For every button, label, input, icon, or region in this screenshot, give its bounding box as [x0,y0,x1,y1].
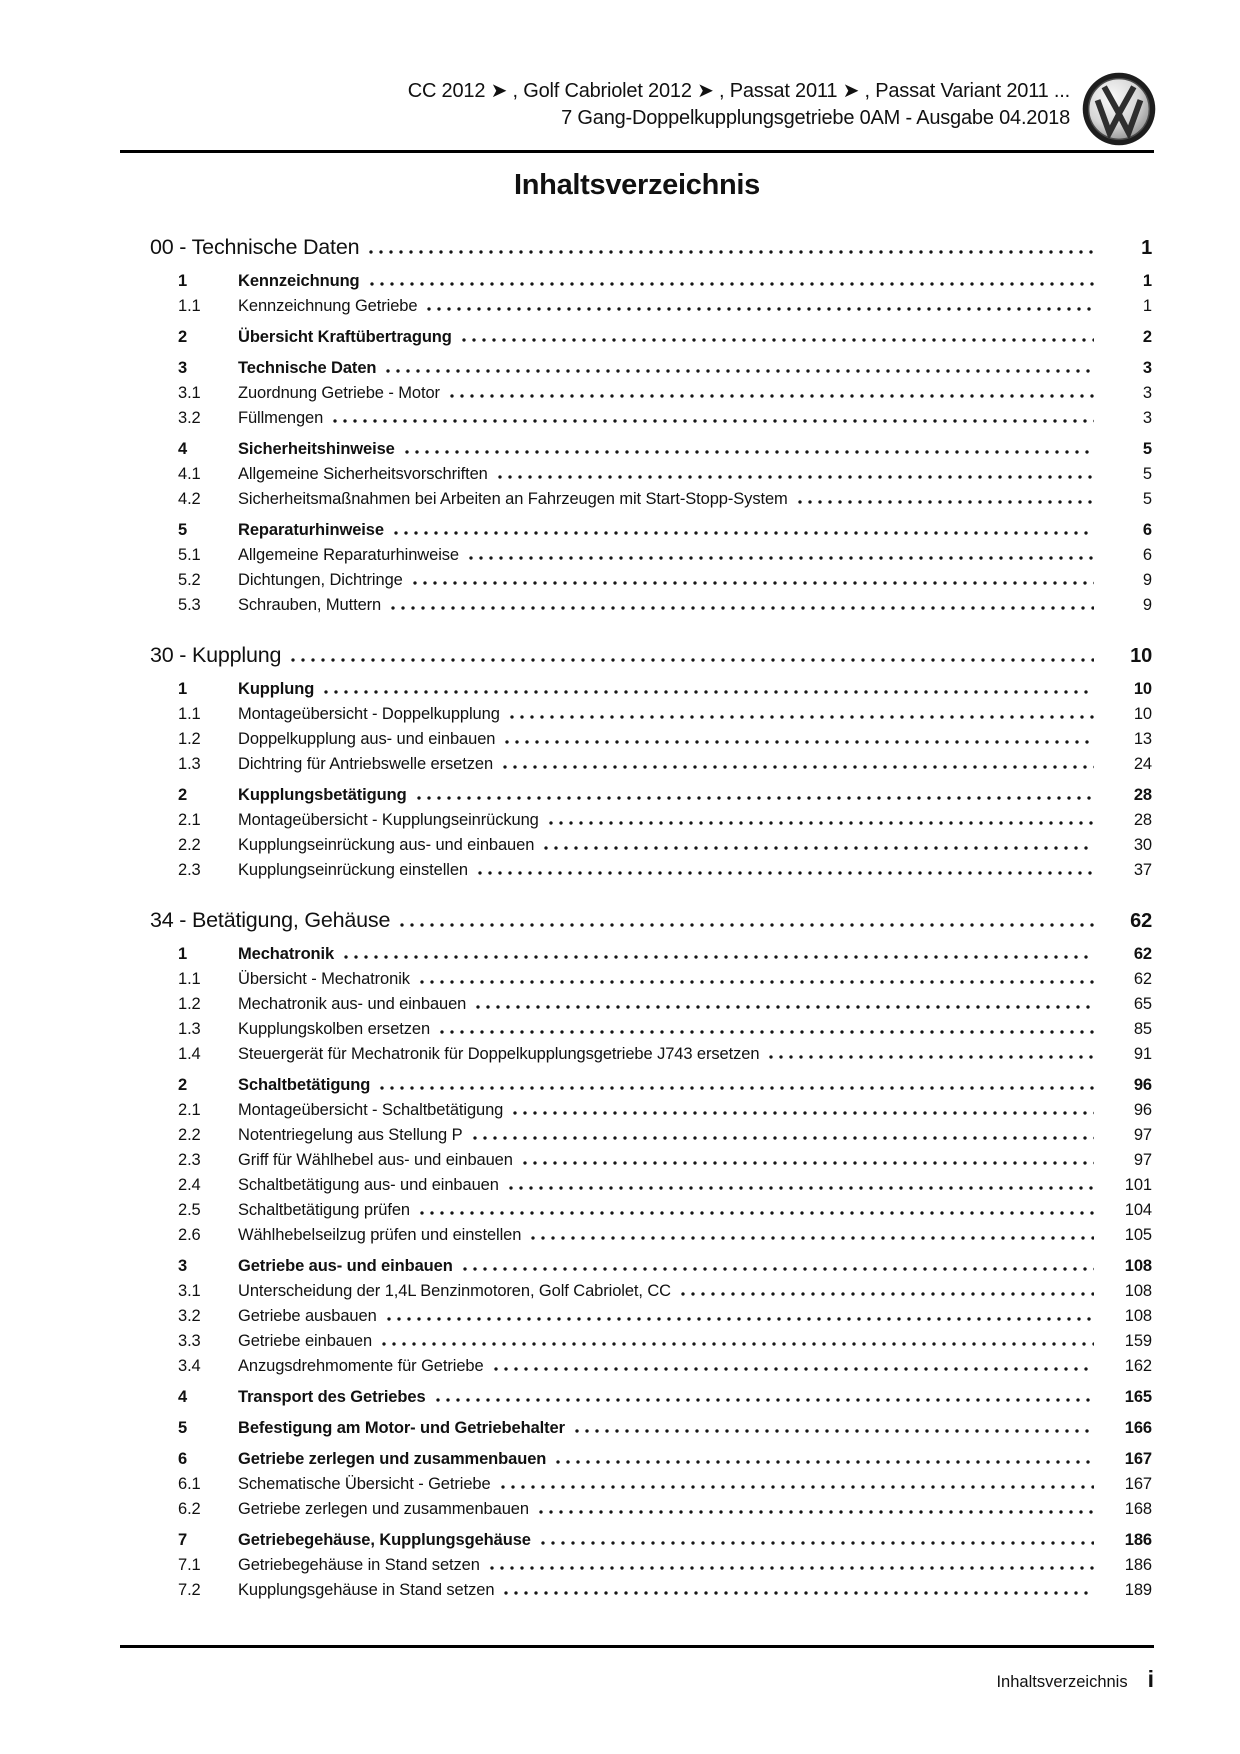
entry-title: Schaltbetätigung prüfen [238,1201,410,1219]
entry-page-number: 189 [1124,1581,1152,1599]
entry-number: 6.2 [178,1500,201,1518]
entry-page-number: 101 [1124,1176,1152,1194]
toc-entry-row[interactable] [150,325,1152,350]
entry-number: 2.3 [178,861,201,879]
leader-dots [503,765,1094,769]
entry-number: 1 [178,680,188,698]
footer-label: Inhaltsverzeichnis [996,1673,1128,1691]
entry-number: 2 [178,786,188,804]
leader-dots [556,1460,1094,1464]
leader-dots [531,1236,1094,1240]
toc-chapter-row[interactable] [150,640,1152,671]
entry-title: Getriebe ausbauen [238,1307,377,1325]
toc-entry-row[interactable] [150,752,1152,777]
leader-dots [413,581,1094,585]
toc-chapter-section [150,232,1152,618]
entry-number: 1.1 [178,297,201,315]
entry-title: Getriebegehäuse, Kupplungsgehäuse [238,1531,531,1549]
footer-divider [120,1645,1154,1648]
entry-page-number: 37 [1133,861,1152,879]
toc-entry-row[interactable] [150,1385,1152,1410]
entry-number: 1.4 [178,1045,201,1063]
toc-entry-row[interactable] [150,1173,1152,1198]
entry-number: 1.2 [178,995,201,1013]
entry-number: 5 [178,521,188,539]
toc-entry-row[interactable] [150,1553,1152,1578]
entry-title: Schaltbetätigung [238,1076,371,1094]
toc-entry-row[interactable] [150,462,1152,487]
toc-entry-row[interactable] [150,1017,1152,1042]
toc-entry-row[interactable] [150,727,1152,752]
leader-dots [369,250,1094,254]
entry-number: 2 [178,1076,188,1094]
entry-page-number: 6 [1142,521,1152,539]
toc-entry-row[interactable] [150,1497,1152,1522]
leader-dots [575,1429,1094,1433]
entry-number: 4 [178,440,188,458]
leader-dots [494,1367,1094,1371]
entry-title: Montageübersicht - Kupplungseinrückung [238,811,539,829]
toc-entry-row[interactable] [150,593,1152,618]
entry-page-number: 9 [1142,571,1152,589]
toc-chapter-section [150,905,1152,1603]
entry-number: 1.1 [178,705,201,723]
entry-title: Schematische Übersicht - Getriebe [238,1475,491,1493]
entry-number: 1.1 [178,970,201,988]
entry-page-number: 3 [1142,409,1152,427]
entry-number: 5.2 [178,571,201,589]
entry-page-number: 108 [1124,1282,1152,1300]
toc-entry-row[interactable] [150,833,1152,858]
entry-title: Transport des Getriebes [238,1388,426,1406]
vw-logo-icon [1082,72,1156,146]
entry-number: 1.3 [178,1020,201,1038]
leader-dots [386,369,1094,373]
leader-dots [427,307,1094,311]
entry-title: Montageübersicht - Doppelkupplung [238,705,500,723]
entry-page-number: 105 [1124,1226,1152,1244]
footer-line [120,1666,1154,1693]
entry-number: 2 [178,328,188,346]
leader-dots [681,1292,1094,1296]
entry-page-number: 9 [1142,596,1152,614]
entry-number: 2.2 [178,836,201,854]
entry-title: Kupplungsbetätigung [238,786,407,804]
toc-entry-row[interactable] [150,543,1152,568]
leader-dots [490,1566,1094,1570]
entry-title: Übersicht Kraftübertragung [238,328,452,346]
entry-number: 2.2 [178,1126,201,1144]
leader-dots [291,658,1094,662]
entry-title: Getriebe aus- und einbauen [238,1257,453,1275]
entry-number: 3 [178,359,188,377]
entry-number: 5.1 [178,546,201,564]
entry-title: Dichtring für Antriebswelle ersetzen [238,755,494,773]
entry-title: Unterscheidung der 1,4L Benzinmotoren, Golf Cabriolet, CC [238,1282,672,1300]
entry-title: Sicherheitsmaßnahmen bei Arbeiten an Fahrzeugen mit Start-Stopp-System [238,490,788,508]
entry-title: Kupplung [238,680,315,698]
leader-dots [523,1161,1094,1165]
entry-title: Dichtungen, Dichtringe [238,571,403,589]
entry-title: Doppelkupplung aus- und einbauen [238,730,496,748]
entry-title: Getriebe zerlegen und zusammenbauen [238,1500,529,1518]
entry-title: Getriebegehäuse in Stand setzen [238,1556,480,1574]
entry-title: Mechatronik aus- und einbauen [238,995,467,1013]
entry-page-number: 1 [1142,297,1152,315]
toc-entry-row[interactable] [150,1279,1152,1304]
entry-title: Griff für Wählhebel aus- und einbauen [238,1151,513,1169]
header-subtitle-line: 7 Gang-Doppelkupplungsgetriebe 0AM - Ausgabe 04.2018 [561,107,1070,129]
toc [150,232,1152,1603]
toc-entry-row[interactable] [150,1073,1152,1098]
entry-page-number: 6 [1142,546,1152,564]
leader-dots [539,1510,1094,1514]
entry-title: Schaltbetätigung aus- und einbauen [238,1176,499,1194]
entry-page-number: 1 [1142,272,1152,290]
toc-entry-row[interactable] [150,356,1152,381]
toc-entry-row[interactable] [150,294,1152,319]
entry-title: Füllmengen [238,409,324,427]
entry-page-number: 65 [1133,995,1152,1013]
leader-dots [391,606,1094,610]
entry-number: 3.2 [178,1307,201,1325]
entry-number: 2.3 [178,1151,201,1169]
leader-dots [387,1317,1094,1321]
chapter-page-number: 10 [1130,645,1152,667]
header-text-block [408,78,1070,132]
toc-entry-row[interactable] [150,1472,1152,1497]
entry-title: Befestigung am Motor- und Getriebehalter [238,1419,565,1437]
leader-dots [473,1136,1095,1140]
entry-page-number: 5 [1142,490,1152,508]
entry-title: Kupplungseinrückung aus- und einbauen [238,836,535,854]
entry-page-number: 97 [1133,1126,1152,1144]
leader-dots [400,923,1094,927]
entry-number: 2.1 [178,811,201,829]
entry-number: 2.1 [178,1101,201,1119]
entry-title: Anzugsdrehmomente für Getriebe [238,1357,484,1375]
toc-entry-row[interactable] [150,269,1152,294]
entry-page-number: 3 [1142,384,1152,402]
leader-dots [462,338,1094,342]
entry-number: 3 [178,1257,188,1275]
entry-title: Kupplungskolben ersetzen [238,1020,431,1038]
toc-entry-row[interactable] [150,1528,1152,1553]
entry-page-number: 5 [1142,440,1152,458]
entry-page-number: 167 [1124,1475,1152,1493]
entry-number: 6 [178,1450,188,1468]
leader-dots [549,821,1094,825]
entry-page-number: 30 [1133,836,1152,854]
entry-title: Getriebe zerlegen und zusammenbauen [238,1450,547,1468]
header-divider [120,150,1154,153]
entry-title: Wählhebelseilzug prüfen und einstellen [238,1226,522,1244]
entry-number: 6.1 [178,1475,201,1493]
entry-page-number: 28 [1133,811,1152,829]
toc-entry-row[interactable] [150,1042,1152,1067]
entry-number: 3.1 [178,384,201,402]
toc-entry-row[interactable] [150,487,1152,512]
toc-entry-row[interactable] [150,1223,1152,1248]
entry-title: Technische Daten [238,359,377,377]
leader-dots [478,871,1094,875]
entry-page-number: 28 [1133,786,1152,804]
entry-title: Sicherheitshinweise [238,440,395,458]
entry-page-number: 5 [1142,465,1152,483]
leader-dots [544,846,1094,850]
toc-entry-row[interactable] [150,808,1152,833]
entry-title: Kennzeichnung Getriebe [238,297,418,315]
entry-page-number: 162 [1124,1357,1152,1375]
entry-title: Reparaturhinweise [238,521,384,539]
entry-number: 2.4 [178,1176,201,1194]
entry-page-number: 108 [1124,1307,1152,1325]
leader-dots [420,980,1094,984]
leader-dots [405,450,1094,454]
leader-dots [417,796,1094,800]
entry-title: Kupplungseinrückung einstellen [238,861,468,879]
toc-chapter-section [150,640,1152,883]
entry-number: 1.3 [178,755,201,773]
toc-entry-row[interactable] [150,1578,1152,1603]
entry-page-number: 165 [1124,1388,1152,1406]
entry-number: 7.1 [178,1556,201,1574]
entry-title: Kupplungsgehäuse in Stand setzen [238,1581,495,1599]
toc-entry-row[interactable] [150,1123,1152,1148]
leader-dots [380,1086,1094,1090]
entry-number: 1 [178,945,188,963]
entry-title: Steuergerät für Mechatronik für Doppelkupplungsgetriebe J743 ersetzen [238,1045,760,1063]
chapter-page-number: 1 [1141,237,1152,259]
entry-number: 7 [178,1531,188,1549]
leader-dots [436,1398,1094,1402]
leader-dots [501,1485,1094,1489]
entry-number: 3.2 [178,409,201,427]
leader-dots [463,1267,1094,1271]
leader-dots [476,1005,1094,1009]
entry-number: 5.3 [178,596,201,614]
leader-dots [798,500,1094,504]
entry-page-number: 97 [1133,1151,1152,1169]
entry-number: 1.2 [178,730,201,748]
entry-title: Allgemeine Reparaturhinweise [238,546,459,564]
toc-entry-row[interactable] [150,1329,1152,1354]
leader-dots [382,1342,1094,1346]
toc-entry-row[interactable] [150,858,1152,883]
entry-page-number: 96 [1133,1101,1152,1119]
leader-dots [394,531,1094,535]
entry-page-number: 13 [1133,730,1152,748]
toc-chapter-row[interactable] [150,232,1152,263]
entry-title: Notentriegelung aus Stellung P [238,1126,463,1144]
entry-page-number: 3 [1142,359,1152,377]
toc-entry-row[interactable] [150,406,1152,431]
chapter-title: 34 - Betätigung, Gehäuse [150,908,391,932]
toc-entry-row[interactable] [150,702,1152,727]
entry-number: 3.3 [178,1332,201,1350]
toc-entry-row[interactable] [150,1447,1152,1472]
entry-page-number: 159 [1124,1332,1152,1350]
leader-dots [510,715,1094,719]
entry-title: Mechatronik [238,945,335,963]
page-header [0,0,1240,146]
entry-page-number: 96 [1133,1076,1152,1094]
entry-page-number: 104 [1124,1201,1152,1219]
toc-entry-row[interactable] [150,677,1152,702]
page-footer [120,1645,1154,1693]
entry-title: Schrauben, Muttern [238,596,382,614]
entry-page-number: 186 [1124,1556,1152,1574]
entry-page-number: 62 [1133,970,1152,988]
entry-page-number: 10 [1133,705,1152,723]
entry-number: 3.4 [178,1357,201,1375]
chapter-title: 00 - Technische Daten [150,235,360,259]
leader-dots [498,475,1094,479]
leader-dots [420,1211,1094,1215]
leader-dots [344,955,1094,959]
entry-number: 2.5 [178,1201,201,1219]
entry-title: Getriebe einbauen [238,1332,373,1350]
leader-dots [505,740,1094,744]
entry-page-number: 10 [1133,680,1152,698]
toc-entry-row[interactable] [150,967,1152,992]
chapter-title: 30 - Kupplung [150,643,282,667]
entry-number: 7.2 [178,1581,201,1599]
toc-entry-row[interactable] [150,1198,1152,1223]
leader-dots [541,1541,1094,1545]
entry-page-number: 24 [1133,755,1152,773]
entry-title: Kennzeichnung [238,272,360,290]
leader-dots [469,556,1094,560]
toc-entry-row[interactable] [150,437,1152,462]
toc-entry-row[interactable] [150,518,1152,543]
header-models-line: CC 2012 ➤ , Golf Cabriolet 2012 ➤ , Passat 2011 ➤ , Passat Variant 2011 ... [407,80,1070,102]
leader-dots [440,1030,1094,1034]
entry-number: 5 [178,1419,188,1437]
footer-page-number: i [1147,1666,1154,1692]
page-title: Inhaltsverzeichnis [513,169,761,201]
entry-title: Allgemeine Sicherheitsvorschriften [238,465,488,483]
leader-dots [513,1111,1094,1115]
leader-dots [509,1186,1094,1190]
toc-entry-row[interactable] [150,381,1152,406]
leader-dots [769,1055,1094,1059]
toc-entry-row[interactable] [150,783,1152,808]
toc-chapter-row[interactable] [150,905,1152,936]
toc-entry-row[interactable] [150,1254,1152,1279]
toc-entry-row[interactable] [150,1304,1152,1329]
entry-number: 4 [178,1388,188,1406]
entry-page-number: 2 [1142,328,1152,346]
chapter-page-number: 62 [1130,910,1152,932]
entry-number: 2.6 [178,1226,201,1244]
leader-dots [324,690,1094,694]
entry-page-number: 186 [1124,1531,1152,1549]
entry-title: Zuordnung Getriebe - Motor [238,384,440,402]
toc-entry-row[interactable] [150,1354,1152,1379]
entry-page-number: 168 [1124,1500,1152,1518]
entry-number: 1 [178,272,188,290]
toc-entry-row[interactable] [150,568,1152,593]
toc-entry-row[interactable] [150,992,1152,1017]
entry-number: 4.2 [178,490,201,508]
entry-page-number: 91 [1133,1045,1152,1063]
leader-dots [370,282,1094,286]
toc-entry-row[interactable] [150,1098,1152,1123]
leader-dots [504,1591,1094,1595]
toc-entry-row[interactable] [150,942,1152,967]
leader-dots [333,419,1094,423]
entry-title: Übersicht - Mechatronik [238,970,410,988]
entry-number: 3.1 [178,1282,201,1300]
entry-number: 4.1 [178,465,201,483]
entry-page-number: 108 [1124,1257,1152,1275]
entry-page-number: 62 [1133,945,1152,963]
entry-title: Montageübersicht - Schaltbetätigung [238,1101,504,1119]
entry-page-number: 85 [1133,1020,1152,1038]
entry-page-number: 167 [1124,1450,1152,1468]
leader-dots [450,394,1094,398]
toc-entry-row[interactable] [150,1416,1152,1441]
entry-page-number: 166 [1124,1419,1152,1437]
toc-entry-row[interactable] [150,1148,1152,1173]
